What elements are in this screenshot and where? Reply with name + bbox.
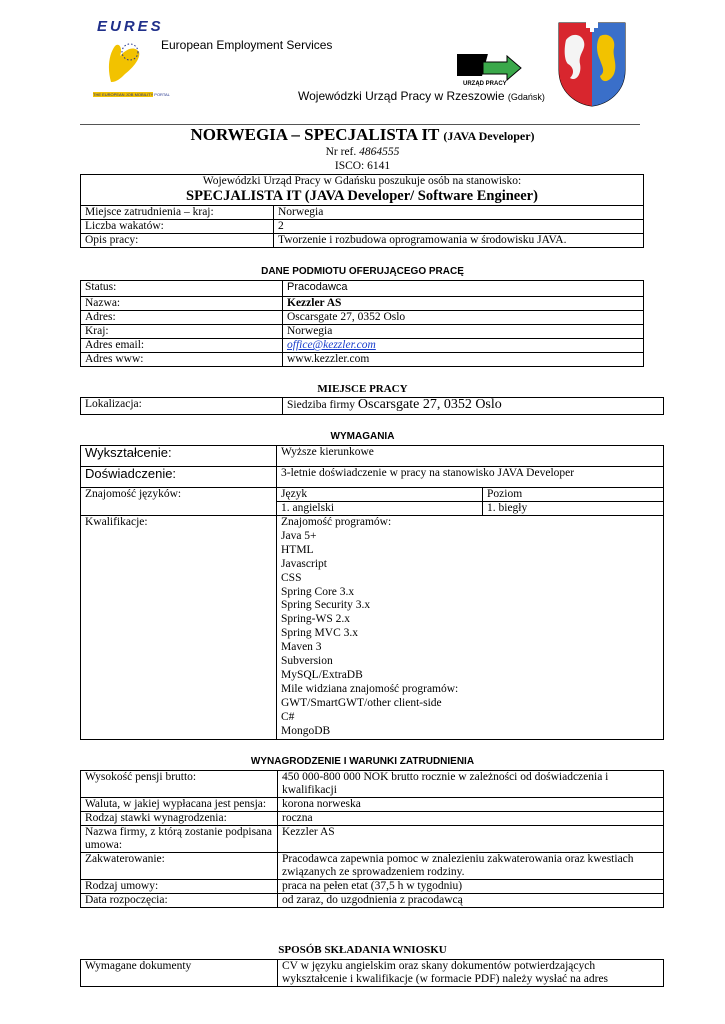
application-heading: SPOSÓB SKŁADANIA WNIOSKU: [278, 944, 447, 956]
table-row: [81, 798, 664, 812]
list-item: Mile widziana znajomość programów:: [281, 682, 459, 695]
isco-code: ISCO: 6141: [334, 160, 391, 172]
job-label: Liczba wakatów:: [81, 220, 274, 234]
wup-label: [298, 89, 545, 103]
page-title: [80, 125, 645, 145]
requirements-table: [80, 445, 664, 740]
table-row: [81, 516, 664, 740]
ref-number: [80, 146, 645, 158]
qualifications-list: [277, 516, 664, 740]
place-table: [80, 397, 664, 415]
salary-label: Zakwaterowanie:: [81, 853, 278, 880]
status-label: Status:: [81, 281, 283, 297]
documents-label: Wymagane dokumenty: [81, 960, 278, 987]
location-label: Lokalizacja:: [81, 398, 283, 415]
intro-line: Wojewódzki Urząd Pracy w Gdańsku poszukuje osób na stanowisko:: [202, 175, 522, 187]
salary-label: Rodzaj stawki wynagrodzenia:: [81, 812, 278, 826]
table-row: [81, 894, 664, 908]
job-value: Norwegia: [274, 206, 644, 220]
salary-label: Waluta, w jakiej wypłacana jest pensja:: [81, 798, 278, 812]
table-row: [81, 812, 664, 826]
salary-table: [80, 770, 664, 908]
job-value: Tworzenie i rozbudowa oprogramowania w środowisku JAVA.: [274, 234, 644, 248]
www-label: Adres www:: [81, 353, 283, 367]
table-row: [81, 311, 644, 325]
lang-value: 1. angielski: [277, 502, 483, 516]
list-item: Spring MVC 3.x: [281, 627, 358, 640]
wup-small: (Gdańsk): [507, 92, 545, 102]
table-row: [81, 771, 664, 798]
email-link[interactable]: office@kezzler.com: [287, 339, 376, 351]
status-value: Pracodawca: [283, 281, 644, 297]
table-row: [81, 467, 664, 488]
table-row: [81, 488, 664, 502]
name-label: Nazwa:: [81, 297, 283, 311]
salary-heading: WYNAGRODZENIE I WARUNKI ZATRUDNIENIA: [250, 756, 475, 767]
table-row: [81, 220, 644, 234]
employer-table: [80, 280, 644, 367]
table-row: [81, 339, 644, 353]
email-cell: [283, 339, 644, 353]
education-label: Wykształcenie:: [81, 446, 277, 467]
intro-cell: [81, 175, 644, 206]
table-row: [81, 826, 664, 853]
education-value: Wyższe kierunkowe: [277, 446, 664, 467]
title-sub: (JAVA Developer): [443, 129, 535, 143]
table-row: [81, 297, 644, 311]
list-item: Spring-WS 2.x: [281, 613, 350, 626]
job-label: Miejsce zatrudnienia – kraj:: [81, 206, 274, 220]
job-table: [80, 174, 644, 248]
address-label: Adres:: [81, 311, 283, 325]
table-row: [81, 325, 644, 339]
list-item: MongoDB: [281, 724, 331, 737]
salary-value: roczna: [278, 812, 664, 826]
email-label: Adres email:: [81, 339, 283, 353]
coat-of-arms-icon: [556, 20, 628, 108]
urzad-pracy-logo: [457, 50, 523, 88]
www-value: www.kezzler.com: [283, 353, 644, 367]
location-address: Oscarsgate 27, 0352 Oslo: [357, 397, 502, 412]
list-item: HTML: [281, 543, 314, 556]
table-row: [81, 398, 664, 415]
salary-value: 450 000-800 000 NOK brutto rocznie w zależności od doświadczenia i kwalifikacji: [278, 771, 664, 798]
salary-label: Rodzaj umowy:: [81, 880, 278, 894]
address-value: Oscarsgate 27, 0352 Oslo: [283, 311, 644, 325]
table-row: [81, 353, 644, 367]
requirements-heading: WYMAGANIA: [330, 431, 395, 442]
job-value: 2: [274, 220, 644, 234]
salary-label: Wysokość pensji brutto:: [81, 771, 278, 798]
table-row: [81, 960, 664, 987]
level-value: 1. biegły: [483, 502, 664, 516]
list-item: Javascript: [281, 557, 327, 570]
ees-label: European Employment Services: [161, 38, 333, 52]
name-value: Kezzler AS: [283, 297, 644, 311]
country-label: Kraj:: [81, 325, 283, 339]
table-row: [81, 880, 664, 894]
qualifications-label: Kwalifikacje:: [81, 516, 277, 740]
location-prefix: Siedziba firmy: [287, 399, 356, 411]
table-row: [81, 446, 664, 467]
application-table: [80, 959, 664, 987]
documents-value: CV w języku angielskim oraz skany dokumentów potwierdzających wykształcenie i kwalifikacje (w formacie PDF) należy wysłać na adres: [278, 960, 664, 987]
ref-label: Nr ref.: [325, 146, 357, 158]
list-item: Spring Security 3.x: [281, 599, 371, 612]
ref-value: 4864555: [359, 146, 400, 158]
eures-caption: THE EUROPEAN JOB MOBILITY PORTAL: [93, 92, 170, 97]
table-row: [81, 853, 664, 880]
level-col-header: Poziom: [483, 488, 664, 502]
table-row: [81, 234, 644, 248]
title-main: NORWEGIA – SPECJALISTA IT: [190, 125, 440, 144]
job-label: Opis pracy:: [81, 234, 274, 248]
eures-hand-icon: [105, 38, 143, 88]
eures-logo: [93, 18, 170, 98]
salary-value: Kezzler AS: [278, 826, 664, 853]
country-value: Norwegia: [283, 325, 644, 339]
table-row: [81, 281, 644, 297]
list-item: Spring Core 3.x: [281, 585, 355, 598]
salary-value: praca na pełen etat (37,5 h w tygodniu): [278, 880, 664, 894]
eures-logo-text: EURES: [97, 18, 164, 35]
list-item: Java 5+: [281, 529, 317, 542]
experience-label: Doświadczenie:: [81, 467, 277, 488]
salary-value: korona norweska: [278, 798, 664, 812]
salary-value: od zaraz, do uzgodnienia z pracodawcą: [278, 894, 664, 908]
up-logo-text: URZĄD PRACY: [463, 81, 507, 87]
location-value: [283, 398, 664, 415]
list-item: Maven 3: [281, 641, 322, 654]
position-title: SPECJALISTA IT (JAVA Developer/ Software Engineer): [186, 188, 538, 204]
languages-label: Znajomość języków:: [81, 488, 277, 516]
list-item: Subversion: [281, 655, 333, 668]
salary-label: Data rozpoczęcia:: [81, 894, 278, 908]
salary-value: Pracodawca zapewnia pomoc w znalezieniu zakwaterowania oraz kwestiach związanych ze sprowadzeniem rodziny.: [278, 853, 664, 880]
wup-main: Wojewódzki Urząd Pracy w Rzeszowie: [298, 89, 505, 103]
list-item: CSS: [281, 571, 302, 584]
place-heading: MIEJSCE PRACY: [317, 383, 408, 395]
lang-col-header: Język: [277, 488, 483, 502]
list-item: MySQL/ExtraDB: [281, 668, 363, 681]
employer-heading: DANE PODMIOTU OFERUJĄCEGO PRACĘ: [261, 266, 464, 277]
table-row: [81, 206, 644, 220]
salary-label: Nazwa firmy, z którą zostanie podpisana umowa:: [81, 826, 278, 853]
list-item: Znajomość programów:: [281, 516, 392, 528]
list-item: GWT/SmartGWT/other client-side: [281, 696, 442, 709]
list-item: C#: [281, 710, 295, 723]
experience-value: 3-letnie doświadczenie w pracy na stanowisko JAVA Developer: [277, 467, 664, 488]
